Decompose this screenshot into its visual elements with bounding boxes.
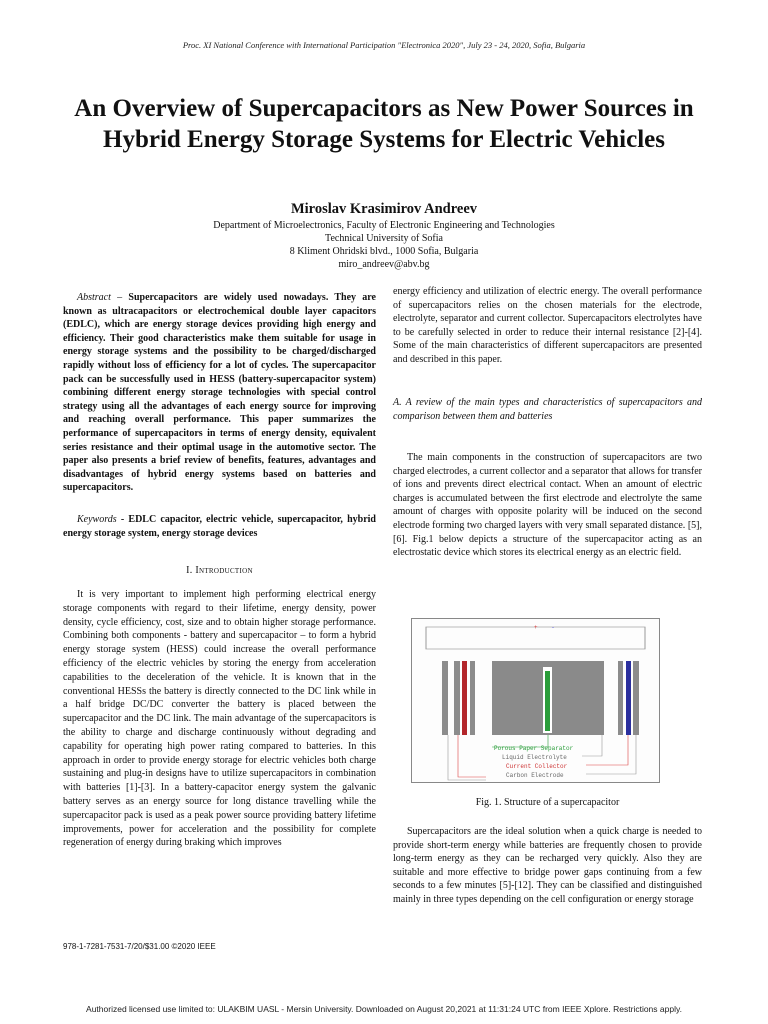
leader-collector-left [458,735,486,777]
right-paragraph-3 [393,825,702,907]
abstract-text: Supercapacitors are widely used nowadays. They are known as ultracapacitors or electrochemical double layer capacitors (EDLC), which are energy storage devices providing high energy and efficiency. Their good characteristics make them suitable for usage in energy storage systems and the possibility to be charged/discharged rapidly without loss of efficiency for a lot of cycles. The supercapacitor pack can be successfully used in HESS (battery-supercapacitor system) combining different energy storage technologies with special control strategy using all the advantages of each energy source for improving and reaching overall performance. This paper summarizes the performance of supercapacitors in terms of energy density, equivalent series resistance and their optimal usage in the automotive sector. The paper also presents a brief review of benefits, features, advantages and disadvantages of hybrid energy systems based on batteries and supercapacitors. [63,292,376,494]
figure-caption: Fig. 1. Structure of a supercapacitor [475,797,620,808]
affiliation-university: Technical University of Sofia [325,233,443,244]
right-carbon-plate-1 [618,661,623,735]
introduction-paragraph: It is very important to implement high performing electrical energy storage components with regard to their lifetime, energy density, power density, cycle efficiency, cost, size and to obtain higher storage performance. Combining both components - battery and supercapacitor – to form a hybrid energy storage system (HESS) could increase the overall performance efficiency of the electric vehicles by storing the energy from acceleration capabilities to the deceleration of the vehicle. It is known that in the conventional HESSs the battery is directly connected to the DC link while in a half bridge DC/DC converter the battery is placed between the supercapacitor and the DC link. The main advantage of the supercapacitors is the ability to charge and discharge continuously without degrading and capability for operating high power rating compared to batteries. In this approach in order to provide energy storage for electric vehicles both charge sustaining and plug-in designs have to utilize supercapacitors in combination with batteries [1]-[3]. In a battery-capacitor energy system the galvanic battery serves as an energy source for long distance travelling while the supercapacitor pack is used as a peak power source providing battery lifetime improvements, power for acceleration and the possibility for complete regeneration of energy during braking which improves [63,589,376,849]
plus-sign: + [534,625,538,631]
section-heading-introduction: I. Introduction [186,565,253,576]
affiliation-department: Department of Microelectronics, Faculty of Electronic Engineering and Technologies [213,220,555,231]
legend-separator: Porous Paper Separator [494,745,574,752]
introduction-text [63,588,376,850]
left-carbon-plate-1 [442,661,448,735]
legend-electrode: Carbon Electrode [506,772,564,779]
leader-carbon-left [448,735,486,780]
paper-title: An Overview of Supercapacitors as New Power Sources in Hybrid Energy Storage Systems for Electric Vehicles [74,95,694,153]
abstract [63,291,376,495]
minus-sign: - [552,625,554,631]
negative-collector [626,661,631,735]
author-email[interactable]: miro_andreev@abv.bg [338,259,430,270]
right-paragraph-1-text: energy efficiency and utilization of electric energy. The overall performance of supercapacitors relies on the chosen materials for the electrode, electrolyte, separator and current collector. Supercapacitors electrolytes have to be carefully selected in order to reduce their internal resistance [2]-[4]. Some of the main characteristics of different supercapacitors are presented and described in this paper. [393,286,702,365]
abstract-dash: – [110,292,129,303]
abstract-label: Abstract [77,292,111,303]
left-carbon-plate-2 [454,661,460,735]
conference-header: Proc. XI National Conference with International Participation "Electronica 2020", July 23 - 24, 2020, Sofia, Bulgaria [182,40,586,50]
isbn-copyright: 978-1-7281-7531-7/20/$31.00 ©2020 IEEE [63,942,216,951]
leader-electrolyte [582,735,602,756]
keywords [63,513,376,540]
legend-electrolyte: Liquid Electrolyte [502,754,567,761]
supercapacitor-structure-figure [411,618,660,783]
subsection-heading [393,396,702,423]
keywords-text: - EDLC capacitor, electric vehicle, supercapacitor, hybrid energy storage system, energy storage devices [63,514,376,539]
right-paragraph-3-text: Supercapacitors are the ideal solution when a quick charge is needed to provide short-term energy while batteries are frequently chosen to provide long-term energy as they can be recharged very quickly. Also they are suitable and more effective to bridge power gaps continuing from a few seconds to a few minutes [5]-[12]. They can be classified and distinguished mainly in three types depending on the cell configuration or energy storage [393,826,702,905]
right-paragraph-2-text: The main components in the construction of supercapacitors are two charged electrodes, a current collector and a separator that allows for transfer of ions and prevents direct electrical contact. When an amount of electric charges is accumulated between the first electrode and electrolyte the same amount of charges with opposite polarity will be induced on the second electrode forming two charged layers with very small separated distance. [5], [6]. Fig.1 below depicts a structure of the supercapacitor acting as an electrostatic device which stores its electrical energy as an electric field. [393,452,702,559]
subsection-heading-text: A. A review of the main types and characteristics of supercapacitors and comparison between them and batteries [393,397,702,422]
right-carbon-plate-2 [633,661,639,735]
leader-collector-right [586,735,628,765]
positive-collector [462,661,467,735]
right-paragraph-2 [393,451,702,560]
keywords-label: Keywords [77,514,117,525]
legend-collector: Current Collector [506,763,568,770]
supercapacitor-diagram [412,619,659,782]
left-carbon-plate-3 [470,661,475,735]
author-name: Miroslav Krasimirov Andreev [290,201,478,217]
right-paragraph-1 [393,285,702,367]
affiliation-address: 8 Kliment Ohridski blvd., 1000 Sofia, Bulgaria [289,246,479,257]
porous-separator [545,671,550,731]
license-footer: Authorized licensed use limited to: ULAKBIM UASL - Mersin University. Downloaded on August 20,2021 at 11:31:24 UTC from IEEE Xplore. Restrictions apply. [86,1004,682,1014]
leader-carbon-right [586,735,636,774]
